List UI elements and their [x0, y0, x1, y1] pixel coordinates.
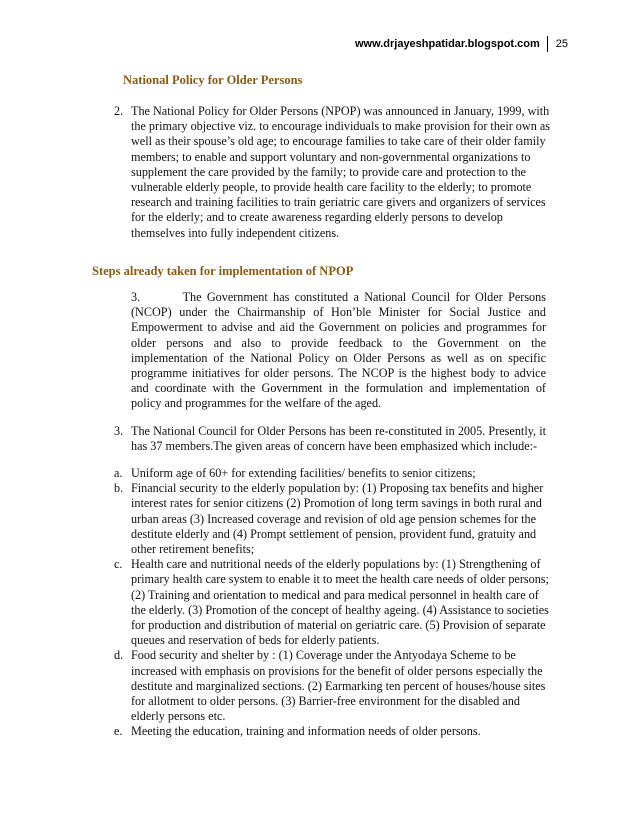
list-item-text: Health care and nutritional needs of the elderly populations by: (1) Strengthening of primary health care system to enable it to meet the health care needs of older persons; (2) Training and orientation to medical and para medical personnel in health care of the elderly. (3) Promotion of the concept of healthy ageing. (4) Assistance to societies for production and distribution of material on geriatric care. (5) Provision of separate queues and reservation of beds for elderly patients. [131, 557, 549, 648]
header-page-number: 25 [555, 38, 568, 50]
page-header [355, 36, 568, 52]
paragraph-2-text: The National Policy for Older Persons (NPOP) was announced in January, 1999, with the primary objective viz. to encourage individuals to make provision for their own as well as their spouse’s old age; to encourage families to take care of their older family members; to enable and support voluntary and non-governmental organizations to supplement the care provided by the family; to provide care and protection to the vulnerable elderly people, to provide health care facility to the elderly; to promote research and training facilities to train geriatric care givers and organizers of services for the elderly; and to create awareness regarding elderly persons to develop themselves into fully independent citizens. [131, 104, 550, 240]
paragraph-2-number: 2. [114, 104, 124, 118]
list-item-marker: e. [114, 724, 123, 739]
paragraph-3a: 3. The Government has constituted a National Council for Older Persons (NCOP) under the Chairmanship of Hon’ble Minister for Social Justice and Empowerment to advise and aid the Government on policies and programmes for older persons and also to provide feedback to the Government on the implementation of the National Policy on Older Persons as well as on specific programme initiatives for older persons. The NCOP is the highest body to advice and coordinate with the Government in the formulation and implementation of policy and programmes for the welfare of the aged. [131, 290, 550, 411]
list-item [114, 648, 554, 724]
list-item [114, 466, 554, 481]
list-item-marker: b. [114, 481, 124, 496]
list-item-text: Meeting the education, training and information needs of older persons. [131, 724, 481, 739]
list-item [114, 557, 554, 648]
list-item-marker: d. [114, 648, 124, 663]
list-item-text: Uniform age of 60+ for extending facilities/ benefits to senior citizens; [131, 466, 476, 480]
list-item [114, 724, 554, 739]
list-item-marker: c. [114, 557, 123, 572]
header-site-url: www.drjayeshpatidar.blogspot.com [354, 38, 540, 50]
areas-of-concern-list [114, 466, 554, 740]
list-item-text: Financial security to the elderly population by: (1) Proposing tax benefits and higher interest rates for senior citizens (2) Promotion of long term savings in both rural and urban areas (3) Increased coverage and revision of old age pension schemes for the destitute elderly and (4) Prompt settlement of pension, provident fund, gratuity and other retirement benefits; [131, 481, 544, 557]
paragraph-3b-text: The National Council for Older Persons has been re-constituted in 2005. Presently, it has 37 members.The given areas of concern have been emphasized which include:- [131, 424, 546, 454]
list-item-marker: a. [114, 466, 123, 480]
paragraph-3b [114, 424, 546, 454]
header-separator [547, 36, 548, 52]
list-item [114, 481, 554, 557]
list-item-text: Food security and shelter by : (1) Coverage under the Antyodaya Scheme to be increased with emphasis on provisions for the benefit of older persons especially the destitute and marginalized sections. (2) Earmarking ten percent of houses/house sites for allotment to older persons. (3) Barrier-free environment for the disabled and elderly persons etc. [131, 648, 546, 724]
paragraph-3b-number: 3. [114, 424, 124, 438]
paragraph-2 [114, 104, 554, 241]
page-title: National Policy for Older Persons [123, 73, 303, 87]
section-heading: Steps already taken for implementation of NPOP [92, 264, 354, 278]
